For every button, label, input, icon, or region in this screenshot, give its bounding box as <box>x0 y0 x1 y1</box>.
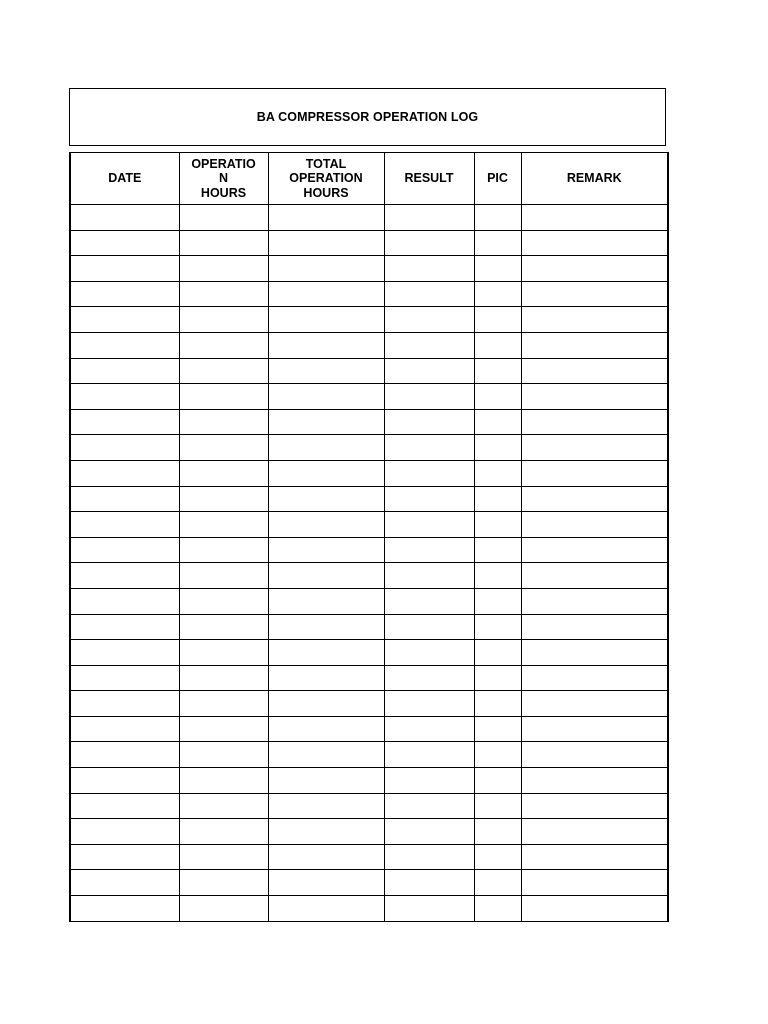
date-cell[interactable] <box>70 742 179 768</box>
table-row <box>70 588 668 614</box>
operation-hours-cell[interactable] <box>179 332 268 358</box>
result-cell[interactable] <box>384 793 474 819</box>
result-cell[interactable] <box>384 230 474 256</box>
date-cell[interactable] <box>70 716 179 742</box>
result-cell[interactable] <box>384 332 474 358</box>
table-row <box>70 563 668 589</box>
total-operation-hours-cell[interactable] <box>268 512 384 538</box>
date-cell[interactable] <box>70 384 179 410</box>
date-cell[interactable] <box>70 460 179 486</box>
date-cell[interactable] <box>70 588 179 614</box>
date-cell[interactable] <box>70 819 179 845</box>
pic-cell[interactable] <box>474 435 521 461</box>
remark-cell[interactable] <box>521 819 668 845</box>
total-operation-hours-cell[interactable] <box>268 486 384 512</box>
table-header-row <box>70 153 668 205</box>
result-cell[interactable] <box>384 768 474 794</box>
result-cell[interactable] <box>384 281 474 307</box>
result-cell[interactable] <box>384 716 474 742</box>
result-cell[interactable] <box>384 460 474 486</box>
result-cell[interactable] <box>384 409 474 435</box>
table-row <box>70 742 668 768</box>
pic-cell[interactable] <box>474 870 521 896</box>
date-cell[interactable] <box>70 281 179 307</box>
pic-cell[interactable] <box>474 691 521 717</box>
date-cell[interactable] <box>70 793 179 819</box>
date-cell[interactable] <box>70 768 179 794</box>
operation-hours-cell[interactable] <box>179 793 268 819</box>
result-cell[interactable] <box>384 588 474 614</box>
date-cell[interactable] <box>70 486 179 512</box>
operation-hours-cell[interactable] <box>179 230 268 256</box>
total-operation-hours-cell[interactable] <box>268 691 384 717</box>
table-row <box>70 716 668 742</box>
pic-cell[interactable] <box>474 384 521 410</box>
result-cell[interactable] <box>384 307 474 333</box>
table-row <box>70 409 668 435</box>
total-operation-hours-cell[interactable] <box>268 844 384 870</box>
operation-hours-cell[interactable] <box>179 742 268 768</box>
operation-hours-cell[interactable] <box>179 691 268 717</box>
operation-hours-cell[interactable] <box>179 384 268 410</box>
document-title: BA COMPRESSOR OPERATION LOG <box>256 110 479 124</box>
operation-hours-cell[interactable] <box>179 256 268 282</box>
total-operation-hours-cell[interactable] <box>268 742 384 768</box>
result-cell[interactable] <box>384 870 474 896</box>
remark-cell[interactable] <box>521 307 668 333</box>
date-cell[interactable] <box>70 256 179 282</box>
table-row <box>70 691 668 717</box>
pic-cell[interactable] <box>474 332 521 358</box>
remark-cell[interactable] <box>521 512 668 538</box>
total-operation-hours-cell[interactable] <box>268 793 384 819</box>
table-row <box>70 230 668 256</box>
remark-cell[interactable] <box>521 614 668 640</box>
table-row <box>70 512 668 538</box>
result-cell[interactable] <box>384 358 474 384</box>
remark-cell[interactable] <box>521 844 668 870</box>
pic-cell[interactable] <box>474 793 521 819</box>
operation-log-table <box>69 152 669 922</box>
operation-hours-cell[interactable] <box>179 512 268 538</box>
pic-cell[interactable] <box>474 281 521 307</box>
total-operation-hours-cell[interactable] <box>268 205 384 231</box>
table-row <box>70 256 668 282</box>
remark-cell[interactable] <box>521 409 668 435</box>
result-cell[interactable] <box>384 537 474 563</box>
operation-hours-cell[interactable] <box>179 870 268 896</box>
header-date: DATE <box>70 153 179 205</box>
operation-hours-cell[interactable] <box>179 819 268 845</box>
table-row <box>70 870 668 896</box>
pic-cell[interactable] <box>474 716 521 742</box>
date-cell[interactable] <box>70 537 179 563</box>
result-cell[interactable] <box>384 205 474 231</box>
result-cell[interactable] <box>384 742 474 768</box>
table-row <box>70 332 668 358</box>
pic-cell[interactable] <box>474 896 521 922</box>
remark-cell[interactable] <box>521 716 668 742</box>
total-operation-hours-cell[interactable] <box>268 563 384 589</box>
table-row <box>70 640 668 666</box>
pic-cell[interactable] <box>474 230 521 256</box>
operation-hours-cell[interactable] <box>179 358 268 384</box>
table-row <box>70 665 668 691</box>
table-row <box>70 460 668 486</box>
remark-cell[interactable] <box>521 768 668 794</box>
total-operation-hours-cell[interactable] <box>268 460 384 486</box>
table-row <box>70 358 668 384</box>
table-row <box>70 844 668 870</box>
result-cell[interactable] <box>384 640 474 666</box>
remark-cell[interactable] <box>521 281 668 307</box>
date-cell[interactable] <box>70 332 179 358</box>
operation-hours-cell[interactable] <box>179 435 268 461</box>
operation-hours-cell[interactable] <box>179 563 268 589</box>
operation-hours-cell[interactable] <box>179 537 268 563</box>
remark-cell[interactable] <box>521 460 668 486</box>
result-cell[interactable] <box>384 486 474 512</box>
date-cell[interactable] <box>70 691 179 717</box>
remark-cell[interactable] <box>521 640 668 666</box>
header-result: RESULT <box>384 153 474 205</box>
header-operation-hours: OPERATIO N HOURS <box>179 153 268 205</box>
remark-cell[interactable] <box>521 563 668 589</box>
operation-hours-cell[interactable] <box>179 896 268 922</box>
date-cell[interactable] <box>70 665 179 691</box>
operation-hours-cell[interactable] <box>179 281 268 307</box>
total-operation-hours-cell[interactable] <box>268 614 384 640</box>
remark-cell[interactable] <box>521 332 668 358</box>
operation-hours-cell[interactable] <box>179 460 268 486</box>
result-cell[interactable] <box>384 563 474 589</box>
pic-cell[interactable] <box>474 588 521 614</box>
result-cell[interactable] <box>384 896 474 922</box>
remark-cell[interactable] <box>521 486 668 512</box>
remark-cell[interactable] <box>521 870 668 896</box>
total-operation-hours-cell[interactable] <box>268 819 384 845</box>
result-cell[interactable] <box>384 665 474 691</box>
remark-cell[interactable] <box>521 358 668 384</box>
table-row <box>70 819 668 845</box>
total-operation-hours-cell[interactable] <box>268 230 384 256</box>
table-row <box>70 614 668 640</box>
total-operation-hours-cell[interactable] <box>268 716 384 742</box>
table-row <box>70 307 668 333</box>
result-cell[interactable] <box>384 819 474 845</box>
remark-cell[interactable] <box>521 205 668 231</box>
operation-hours-cell[interactable] <box>179 768 268 794</box>
pic-cell[interactable] <box>474 537 521 563</box>
pic-cell[interactable] <box>474 640 521 666</box>
remark-cell[interactable] <box>521 691 668 717</box>
pic-cell[interactable] <box>474 844 521 870</box>
pic-cell[interactable] <box>474 307 521 333</box>
date-cell[interactable] <box>70 614 179 640</box>
operation-hours-cell[interactable] <box>179 588 268 614</box>
total-operation-hours-cell[interactable] <box>268 896 384 922</box>
date-cell[interactable] <box>70 844 179 870</box>
pic-cell[interactable] <box>474 563 521 589</box>
remark-cell[interactable] <box>521 230 668 256</box>
total-operation-hours-cell[interactable] <box>268 256 384 282</box>
total-operation-hours-cell[interactable] <box>268 537 384 563</box>
table-row <box>70 793 668 819</box>
remark-cell[interactable] <box>521 742 668 768</box>
total-operation-hours-cell[interactable] <box>268 588 384 614</box>
remark-cell[interactable] <box>521 896 668 922</box>
date-cell[interactable] <box>70 563 179 589</box>
pic-cell[interactable] <box>474 742 521 768</box>
total-operation-hours-cell[interactable] <box>268 332 384 358</box>
date-cell[interactable] <box>70 896 179 922</box>
pic-cell[interactable] <box>474 768 521 794</box>
pic-cell[interactable] <box>474 409 521 435</box>
result-cell[interactable] <box>384 384 474 410</box>
total-operation-hours-cell[interactable] <box>268 640 384 666</box>
result-cell[interactable] <box>384 512 474 538</box>
date-cell[interactable] <box>70 230 179 256</box>
total-operation-hours-cell[interactable] <box>268 384 384 410</box>
total-operation-hours-cell[interactable] <box>268 435 384 461</box>
operation-hours-cell[interactable] <box>179 665 268 691</box>
operation-hours-cell[interactable] <box>179 614 268 640</box>
operation-hours-cell[interactable] <box>179 307 268 333</box>
remark-cell[interactable] <box>521 384 668 410</box>
date-cell[interactable] <box>70 358 179 384</box>
operation-hours-cell[interactable] <box>179 716 268 742</box>
table-row <box>70 896 668 922</box>
table-row <box>70 384 668 410</box>
pic-cell[interactable] <box>474 512 521 538</box>
table-row <box>70 486 668 512</box>
total-operation-hours-cell[interactable] <box>268 665 384 691</box>
date-cell[interactable] <box>70 640 179 666</box>
total-operation-hours-cell[interactable] <box>268 281 384 307</box>
pic-cell[interactable] <box>474 256 521 282</box>
date-cell[interactable] <box>70 435 179 461</box>
date-cell[interactable] <box>70 870 179 896</box>
pic-cell[interactable] <box>474 205 521 231</box>
table-row <box>70 281 668 307</box>
pic-cell[interactable] <box>474 486 521 512</box>
operation-hours-cell[interactable] <box>179 409 268 435</box>
total-operation-hours-cell[interactable] <box>268 768 384 794</box>
remark-cell[interactable] <box>521 435 668 461</box>
date-cell[interactable] <box>70 307 179 333</box>
operation-hours-cell[interactable] <box>179 486 268 512</box>
total-operation-hours-cell[interactable] <box>268 870 384 896</box>
operation-hours-cell[interactable] <box>179 205 268 231</box>
date-cell[interactable] <box>70 409 179 435</box>
header-total-operation-hours: TOTAL OPERATION HOURS <box>268 153 384 205</box>
remark-cell[interactable] <box>521 588 668 614</box>
header-pic: PIC <box>474 153 521 205</box>
remark-cell[interactable] <box>521 793 668 819</box>
operation-hours-cell[interactable] <box>179 844 268 870</box>
title-box <box>69 88 666 146</box>
operation-hours-cell[interactable] <box>179 640 268 666</box>
pic-cell[interactable] <box>474 358 521 384</box>
table-body <box>70 205 668 922</box>
table-row <box>70 537 668 563</box>
pic-cell[interactable] <box>474 460 521 486</box>
result-cell[interactable] <box>384 614 474 640</box>
date-cell[interactable] <box>70 512 179 538</box>
remark-cell[interactable] <box>521 256 668 282</box>
result-cell[interactable] <box>384 844 474 870</box>
pic-cell[interactable] <box>474 665 521 691</box>
table-row <box>70 205 668 231</box>
result-cell[interactable] <box>384 435 474 461</box>
date-cell[interactable] <box>70 205 179 231</box>
remark-cell[interactable] <box>521 537 668 563</box>
pic-cell[interactable] <box>474 614 521 640</box>
result-cell[interactable] <box>384 256 474 282</box>
table-row <box>70 435 668 461</box>
total-operation-hours-cell[interactable] <box>268 409 384 435</box>
total-operation-hours-cell[interactable] <box>268 358 384 384</box>
result-cell[interactable] <box>384 691 474 717</box>
pic-cell[interactable] <box>474 819 521 845</box>
remark-cell[interactable] <box>521 665 668 691</box>
total-operation-hours-cell[interactable] <box>268 307 384 333</box>
header-remark: REMARK <box>521 153 668 205</box>
table-row <box>70 768 668 794</box>
